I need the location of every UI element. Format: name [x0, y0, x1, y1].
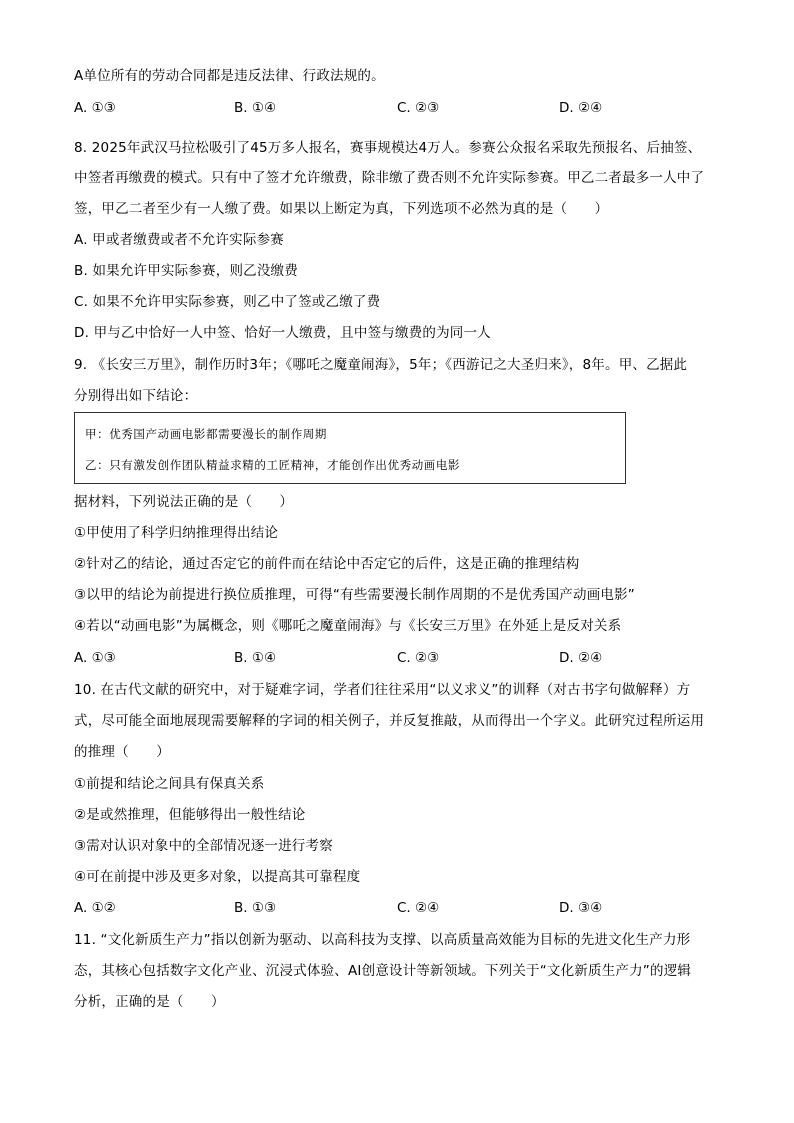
q9-option-d: D. ②④ — [559, 650, 603, 666]
q7-option-b: B. ①④ — [234, 100, 277, 116]
q9-stem-line-1: 9. 《长安三万里》，制作历时3年；《哪吒之魔童闹海》，5年；《西游记之大圣归来》，8年。甲、乙据此 — [74, 357, 688, 373]
q10-option-c: C. ②④ — [397, 900, 440, 916]
q9-statement-3: ③以甲的结论为前提进行换位质推理，可得“有些需要漫长制作周期的不是优秀国产动画电影” — [74, 587, 635, 603]
q11-stem-line-3: 分析，正确的是（ ） — [74, 994, 225, 1010]
q9-option-c: C. ②③ — [397, 650, 440, 666]
q10-stem-line-1: 10. 在古代文献的研究中，对于疑难字词，学者们往往采用“以义求义”的训释（对古书字句做解释）方 — [74, 682, 691, 698]
q9-statement-2: ②针对乙的结论，通过否定它的前件而在结论中否定它的后件，这是正确的推理结构 — [74, 556, 580, 572]
q7-option-c: C. ②③ — [397, 100, 440, 116]
q10-statement-4: ④可在前提中涉及更多对象，以提高其可靠程度 — [74, 869, 361, 885]
q9-question: 据材料，下列说法正确的是（ ） — [74, 494, 294, 510]
q8-stem-line-1: 8. 2025年武汉马拉松吸引了45万多人报名，赛事规模达4万人。参赛公众报名采取先预报名、后抽签、 — [74, 140, 702, 156]
q8-option-a: A. 甲或者缴费或者不允许实际参赛 — [74, 232, 284, 248]
q8-stem-line-2: 中签者再缴费的模式。只有中了签才允许缴费，除非缴了费否则不允许实际参赛。甲乙二者最多一人中了 — [74, 170, 705, 186]
q10-option-a: A. ①② — [74, 900, 116, 916]
q7-tail-text: A单位所有的劳动合同都是违反法律、行政法规的。 — [74, 68, 385, 84]
q8-option-c: C. 如果不允许甲实际参赛，则乙中了签或乙缴了费 — [74, 294, 381, 310]
q9-stem-line-2: 分别得出如下结论： — [74, 388, 198, 404]
q10-statement-3: ③需对认识对象中的全部情况逐一进行考察 — [74, 838, 333, 854]
q7-option-d: D. ②④ — [559, 100, 603, 116]
q9-option-b: B. ①④ — [234, 650, 277, 666]
q10-options — [74, 898, 724, 918]
q10-statement-2: ②是或然推理，但能够得出一般性结论 — [74, 807, 306, 823]
q10-stem-line-3: 的推理（ ） — [74, 744, 170, 760]
q9-quote-yi: 乙：只有激发创作团队精益求精的工匠精神，才能创作出优秀动画电影 — [85, 458, 461, 472]
q9-statement-4: ④若以“动画电影”为属概念，则《哪吒之魔童闹海》与《长安三万里》在外延上是反对关系 — [74, 618, 622, 634]
q9-statement-1: ①甲使用了科学归纳推理得出结论 — [74, 525, 279, 541]
q10-option-d: D. ③④ — [559, 900, 603, 916]
q10-option-b: B. ①③ — [234, 900, 277, 916]
q9-option-a: A. ①③ — [74, 650, 116, 666]
q11-stem-line-2: 态，其核心包括数字文化产业、沉浸式体验、AI创意设计等新领域。下列关于“文化新质生产力”的逻辑 — [74, 963, 692, 979]
q8-option-d: D. 甲与乙中恰好一人中签、恰好一人缴费，且中签与缴费的为同一人 — [74, 325, 491, 341]
q9-quote-jia: 甲：优秀国产动画电影都需要漫长的制作周期 — [85, 427, 327, 441]
q10-statement-1: ①前提和结论之间具有保真关系 — [74, 776, 265, 792]
q11-stem-line-1: 11. “文化新质生产力”指以创新为驱动、以高科技为支撑、以高质量高效能为目标的先进文化生产力形 — [74, 932, 691, 948]
q8-option-b: B. 如果允许甲实际参赛，则乙没缴费 — [74, 263, 298, 279]
q7-options — [74, 98, 724, 118]
q9-quote-box — [74, 412, 626, 484]
q9-options — [74, 648, 724, 668]
q7-option-a: A. ①③ — [74, 100, 116, 116]
q10-stem-line-2: 式，尽可能全面地展现需要解释的字词的相关例子，并反复推敲，从而得出一个字义。此研究过程所运用 — [74, 713, 705, 729]
q8-stem-line-3: 签，甲乙二者至少有一人缴了费。如果以上断定为真，下列选项不必然为真的是（ ） — [74, 201, 609, 217]
